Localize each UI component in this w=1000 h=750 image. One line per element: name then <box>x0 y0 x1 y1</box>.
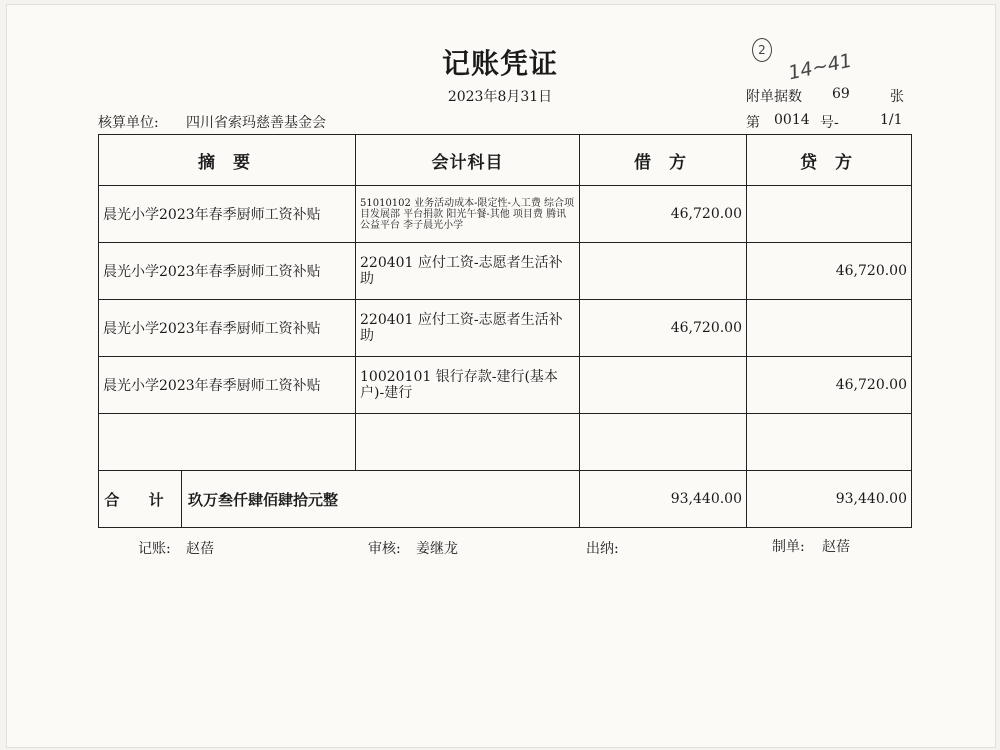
row-credit <box>747 414 912 471</box>
total-label: 合 计 <box>99 471 182 527</box>
table-row <box>99 186 912 243</box>
row-summary: 晨光小学2023年春季厨师工资补贴 <box>99 186 356 243</box>
row-debit: 46,720.00 <box>580 300 747 357</box>
row-debit <box>580 243 747 300</box>
table-row <box>99 300 912 357</box>
row-credit <box>747 186 912 243</box>
cashier-label: 出纳: <box>586 541 619 557</box>
voucher-date: 2023年8月31日 <box>447 89 553 105</box>
row-debit <box>580 357 747 414</box>
table-header-row <box>99 135 912 186</box>
row-summary: 晨光小学2023年春季厨师工资补贴 <box>99 357 356 414</box>
row-account: 51010102 业务活动成本-限定性-人工费 综合项目发展部 平台捐款 阳光午餐-其他 项目费 腾讯公益平台 李子晨光小学 <box>356 186 580 243</box>
table-row <box>99 357 912 414</box>
circled-number-mark: 2 <box>752 38 772 62</box>
row-account: 220401 应付工资-志愿者生活补助 <box>356 300 580 357</box>
row-debit: 46,720.00 <box>580 186 747 243</box>
row-summary: 晨光小学2023年春季厨师工资补贴 <box>99 243 356 300</box>
auditor-label: 审核: <box>368 541 401 557</box>
total-label-cell <box>99 471 580 528</box>
table-row <box>99 243 912 300</box>
preparer-name: 赵蓓 <box>822 539 850 555</box>
preparer-label: 制单: <box>772 539 805 555</box>
row-summary: 晨光小学2023年春季厨师工资补贴 <box>99 300 356 357</box>
bookkeeper-name: 赵蓓 <box>186 541 214 557</box>
handwritten-mark: 14~41 <box>786 49 854 85</box>
unit-name: 四川省索玛慈善基金会 <box>186 115 326 131</box>
header-account: 会计科目 <box>356 135 580 186</box>
voucher-no: 0014 <box>774 112 810 128</box>
total-credit: 93,440.00 <box>747 471 912 528</box>
voucher-title: 记账凭证 <box>441 47 558 80</box>
bookkeeper-label: 记账: <box>138 541 171 557</box>
attach-count: 69 <box>832 86 850 102</box>
attach-label: 附单据数 <box>746 89 802 105</box>
row-summary <box>99 414 356 471</box>
row-debit <box>580 414 747 471</box>
table-row-empty <box>99 414 912 471</box>
total-debit: 93,440.00 <box>580 471 747 528</box>
attach-unit: 张 <box>890 89 904 105</box>
row-account: 10020101 银行存款-建行(基本户)-建行 <box>356 357 580 414</box>
header-summary: 摘 要 <box>99 135 356 186</box>
voucher-no-suffix: 号- <box>820 115 839 131</box>
row-credit: 46,720.00 <box>747 243 912 300</box>
voucher-no-label: 第 <box>746 115 760 131</box>
row-account: 220401 应付工资-志愿者生活补助 <box>356 243 580 300</box>
header-credit: 贷 方 <box>747 135 912 186</box>
voucher-page: 1/1 <box>880 112 903 128</box>
row-credit: 46,720.00 <box>747 357 912 414</box>
total-amount-words: 玖万叁仟肆佰肆拾元整 <box>188 490 339 509</box>
unit-label: 核算单位: <box>98 115 159 131</box>
row-account <box>356 414 580 471</box>
header-debit: 借 方 <box>580 135 747 186</box>
voucher-table <box>98 134 912 528</box>
auditor-name: 姜继龙 <box>416 541 458 557</box>
row-credit <box>747 300 912 357</box>
total-row <box>99 471 912 528</box>
